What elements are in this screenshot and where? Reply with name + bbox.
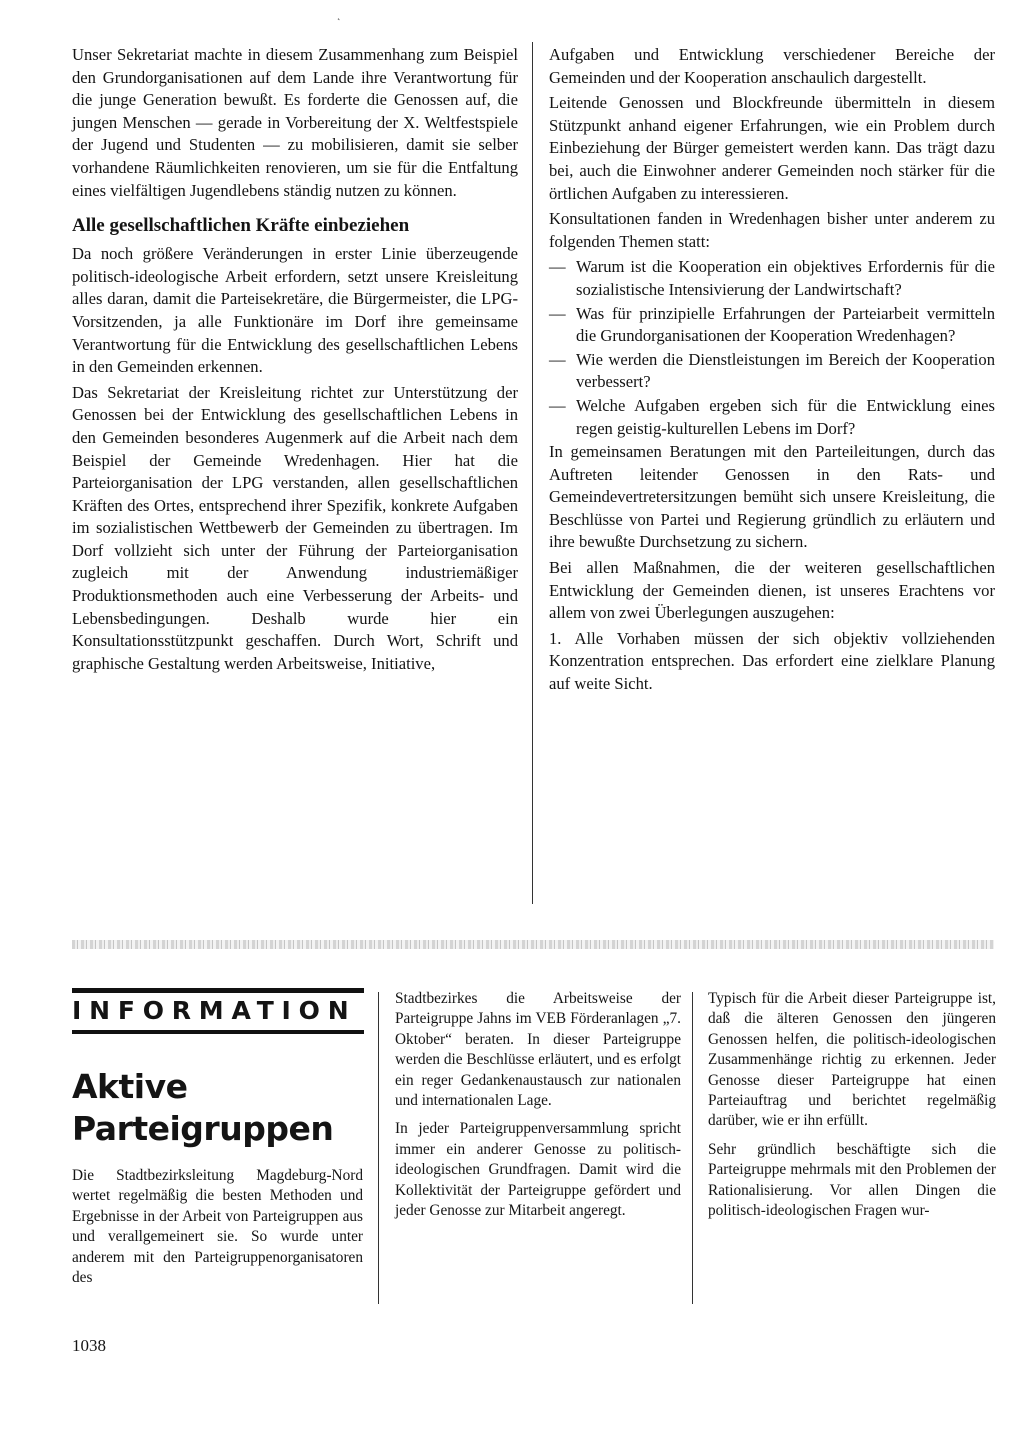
article-right-column — [549, 44, 995, 699]
paragraph: Aufgaben und Entwicklung verschiedener Bereiche der Gemeinden und der Kooperation anschaulich dargestellt. — [549, 45, 995, 87]
margin-mark: ˛ — [336, 8, 342, 21]
headline-line: Aktive — [72, 1067, 188, 1106]
column-divider — [692, 992, 693, 1304]
topic-list — [549, 256, 995, 440]
paragraph: Konsultationen fanden in Wredenhagen bisher unter anderem zu folgenden Themen statt: — [549, 209, 995, 251]
separator-band — [72, 940, 994, 949]
column-divider — [378, 992, 379, 1304]
headline — [72, 1066, 333, 1150]
paragraph: In jeder Parteigruppenversammlung spricht immer ein anderer Genosse zu politisch-ideologischen Grundfragen. Damit wird die Kollektivität der Parteigruppe gefördert und jeder Genosse zur Mitarbeit angeregt. — [395, 1120, 681, 1220]
info-column-1 — [72, 1166, 363, 1296]
paragraph: Die Stadtbezirksleitung Magdeburg-Nord wertet regelmäßig die besten Methoden und Ergebnisse in der Arbeit von Parteigruppen aus und verallgemeinert sie. So wurde unter anderem mit den Parteigruppenorganisatoren des — [72, 1167, 363, 1287]
list-item: — Wie werden die Dienstleistungen im Bereich der Kooperation verbessert? — [549, 349, 995, 394]
paragraph: 1. Alle Vorhaben müssen der sich objektiv vollziehenden Konzentration entsprechen. Das erfordert eine zielklare Planung auf weite Sicht. — [549, 628, 995, 694]
info-bar-top — [72, 988, 364, 993]
list-item: — Welche Aufgaben ergeben sich für die Entwicklung eines regen geistig-kulturellen Lebens im Dorf? — [549, 395, 995, 440]
page-number: 1038 — [72, 1336, 106, 1355]
paragraph: Bei allen Maßnahmen, die der weiteren gesellschaftlichen Entwicklung der Gemeinden dienen, ist unseres Erachtens vor allem von zwei Überlegungen auszugehen: — [549, 558, 995, 623]
paragraph: Typisch für die Arbeit dieser Parteigruppe ist, daß die älteren Genossen den jüngeren Genossen helfen, die politisch-ideologischen Zusammenhänge richtig zu erkennen. Jeder Genosse dieser Parteigruppe hat einen Parteiauftrag und berichtet regelmäßig darüber, wie er ihn erfüllt. — [708, 990, 996, 1130]
paragraph: Unser Sekretariat machte in diesem Zusammenhang zum Beispiel den Grundorganisationen auf dem Lande ihre Verantwortung für die junge Generation bewußt. Es forderte die Genossen auf, die jungen Menschen — gerade in Vorbereitung der X. Weltfestspiele der Jugend und Studenten — zu mobilisieren, damit sie selber vorhandene Räumlichkeiten renovieren, um sie für die Entfaltung eines vielfältigen Jugendlebens ständig nutzen zu können. — [72, 45, 518, 200]
paragraph: Sehr gründlich beschäftigte sich die Parteigruppe mehrmals mit den Problemen der Rationalisierung. Vor allen Dingen die politisch-ideologischen Fragen wur- — [708, 1140, 996, 1220]
headline-line: Parteigruppen — [72, 1109, 334, 1148]
section-label: INFORMATION — [72, 996, 357, 1025]
column-divider — [532, 42, 533, 904]
paragraph: Stadtbezirkes die Arbeitsweise der Parteigruppe Jahns im VEB Förderanlagen „7. Oktober“ beraten. In dieser Parteigruppe werden die Beschlüsse erläutert, und es erfolgt ein reger Gedankenaustausch zur nationalen und internationalen Lage. — [395, 990, 681, 1110]
article-left-column — [72, 44, 518, 678]
paragraph: In gemeinsamen Beratungen mit den Parteileitungen, durch das Auftreten leitender Genossen in den Rats- und Gemeindevertretersitzungen bemüht sich unsere Kreisleitung, die Beschlüsse von Partei und Regierung gründlich zu erläutern und ihre bewußte Durchsetzung zu sichern. — [549, 442, 995, 552]
paragraph: Leitende Genossen und Blockfreunde übermitteln in diesem Stützpunkt anhand eigener Erfahrungen, wie ein Problem durch Einbeziehung der Bürger gemeistert werden kann. Das trägt dazu bei, auch die Einwohner anderer Gemeinden noch stärker für die örtlichen Aufgaben zu interessieren. — [549, 93, 995, 203]
info-column-2 — [395, 989, 681, 1229]
info-bar-bottom — [72, 1030, 364, 1034]
section-heading: Alle gesellschaftlichen Kräfte einbeziehen — [72, 215, 410, 237]
paragraph: Das Sekretariat der Kreisleitung richtet zur Unterstützung der Genossen bei der Entwicklung des gesellschaftlichen Lebens in den Gemeinden besonderes Augenmerk auf die Arbeit nach dem Beispiel der Gemeinde Wredenhagen. Hier hat die Parteiorganisation der LPG verstanden, allen gesellschaftlichen Kräften des Ortes, entsprechend ihrer Spezifik, konkrete Aufgaben im sozialistischen Wettbewerb der Gemeinden zu übertragen. Im Dorf vollzieht sich unter der Führung der Parteiorganisation zugleich mit der Anwendung industriemäßiger Produktionsmethoden auch eine Verbesserung der Arbeits- und Lebensbedingungen. Deshalb wurde hier ein Konsultationsstützpunkt geschaffen. Durch Wort, Schrift und graphische Gestaltung werden Arbeitsweise, Initiative, — [72, 382, 518, 673]
list-item: — Warum ist die Kooperation ein objektives Erfordernis für die sozialistische Intensivierung der Landwirtschaft? — [549, 256, 995, 301]
list-item: — Was für prinzipielle Erfahrungen der Parteiarbeit vermitteln die Grundorganisationen der Kooperation Wredenhagen? — [549, 303, 995, 348]
paragraph: Da noch größere Veränderungen in erster Linie überzeugende politisch-ideologische Arbeit erfordern, setzt unsere Kreisleitung alles daran, damit die Parteisekretäre, die Bürgermeister, die LPG-Vorsitzenden, ja alle Funktionäre im Dorf ihre gemeinsame Verantwortung für die Entwicklung des gesellschaftlichen Lebens in den Gemeinden erkennen. — [72, 244, 518, 377]
info-column-3 — [708, 989, 996, 1229]
